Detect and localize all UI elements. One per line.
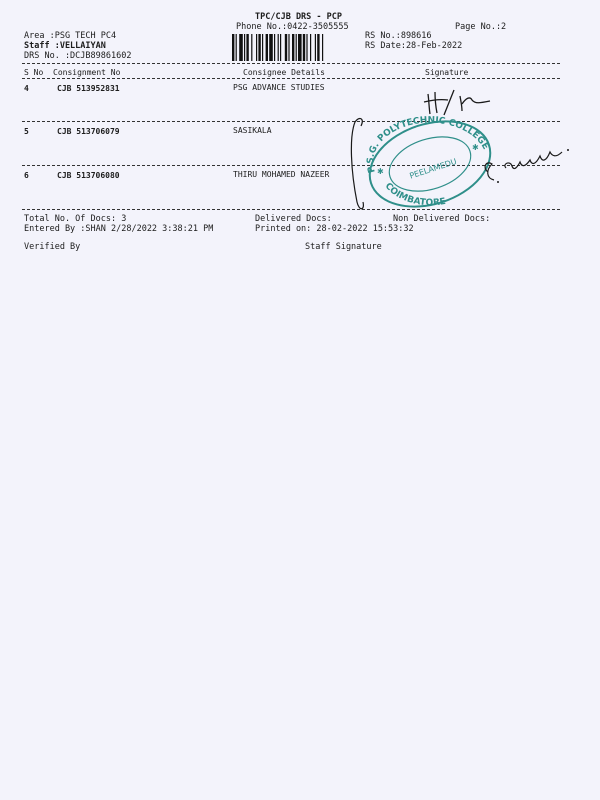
entered-by: Entered By :SHAN 2/28/2022 3:38:21 PM bbox=[24, 224, 214, 234]
svg-text:COIMBATORE bbox=[383, 181, 447, 208]
column-consignee: Consignee Details bbox=[243, 68, 325, 77]
row-consignee: THIRU MOHAMED NAZEER bbox=[233, 170, 330, 179]
seal-text-top: P.S.G. POLYTECHNIC COLLEGE bbox=[366, 115, 491, 174]
seal-star-icon: ✱ bbox=[377, 167, 384, 176]
column-signature: Signature bbox=[425, 68, 469, 77]
document-title: TPC/CJB DRS - PCP bbox=[255, 12, 342, 22]
seal-text-middle: PEELAMEDU bbox=[408, 156, 458, 181]
printed-on: Printed on: 28-02-2022 15:53:32 bbox=[255, 224, 414, 234]
rs-date: RS Date:28-Feb-2022 bbox=[365, 41, 463, 51]
staff-label: Staff :VELLAIYAN bbox=[24, 41, 106, 51]
row-consignee: SASIKALA bbox=[233, 126, 272, 135]
row-consignment: CJB 513952831 bbox=[57, 84, 120, 93]
non-delivered-docs: Non Delivered Docs: bbox=[393, 214, 491, 224]
row-consignee: PSG ADVANCE STUDIES bbox=[233, 83, 325, 92]
row-consignment: CJB 513706080 bbox=[57, 171, 120, 180]
row-sno: 6 bbox=[24, 171, 29, 180]
column-consignment: Consignment No bbox=[53, 68, 121, 77]
staff-signature: Staff Signature bbox=[305, 242, 382, 252]
total-docs: Total No. Of Docs: 3 bbox=[24, 214, 127, 224]
delivered-docs: Delivered Docs: bbox=[255, 214, 332, 224]
verified-by: Verified By bbox=[24, 242, 81, 252]
handwritten-signature-2 bbox=[480, 142, 580, 192]
divider bbox=[22, 63, 560, 64]
barcode bbox=[232, 34, 354, 61]
area-label: Area :PSG TECH PC4 bbox=[24, 31, 117, 41]
phone-number: Phone No.:0422-3505555 bbox=[236, 22, 349, 32]
column-sno: S No bbox=[24, 68, 44, 77]
rs-number: RS No.:898616 bbox=[365, 31, 432, 41]
row-sno: 4 bbox=[24, 84, 29, 93]
row-sno: 5 bbox=[24, 127, 29, 136]
divider bbox=[22, 78, 560, 79]
seal-star-icon: ✱ bbox=[472, 143, 479, 152]
row-consignment: CJB 513706079 bbox=[57, 127, 120, 136]
seal-text-bottom: COIMBATORE bbox=[382, 181, 447, 209]
drs-number: DRS No. :DCJB89861602 bbox=[24, 51, 132, 61]
page-number: Page No.:2 bbox=[455, 22, 507, 32]
